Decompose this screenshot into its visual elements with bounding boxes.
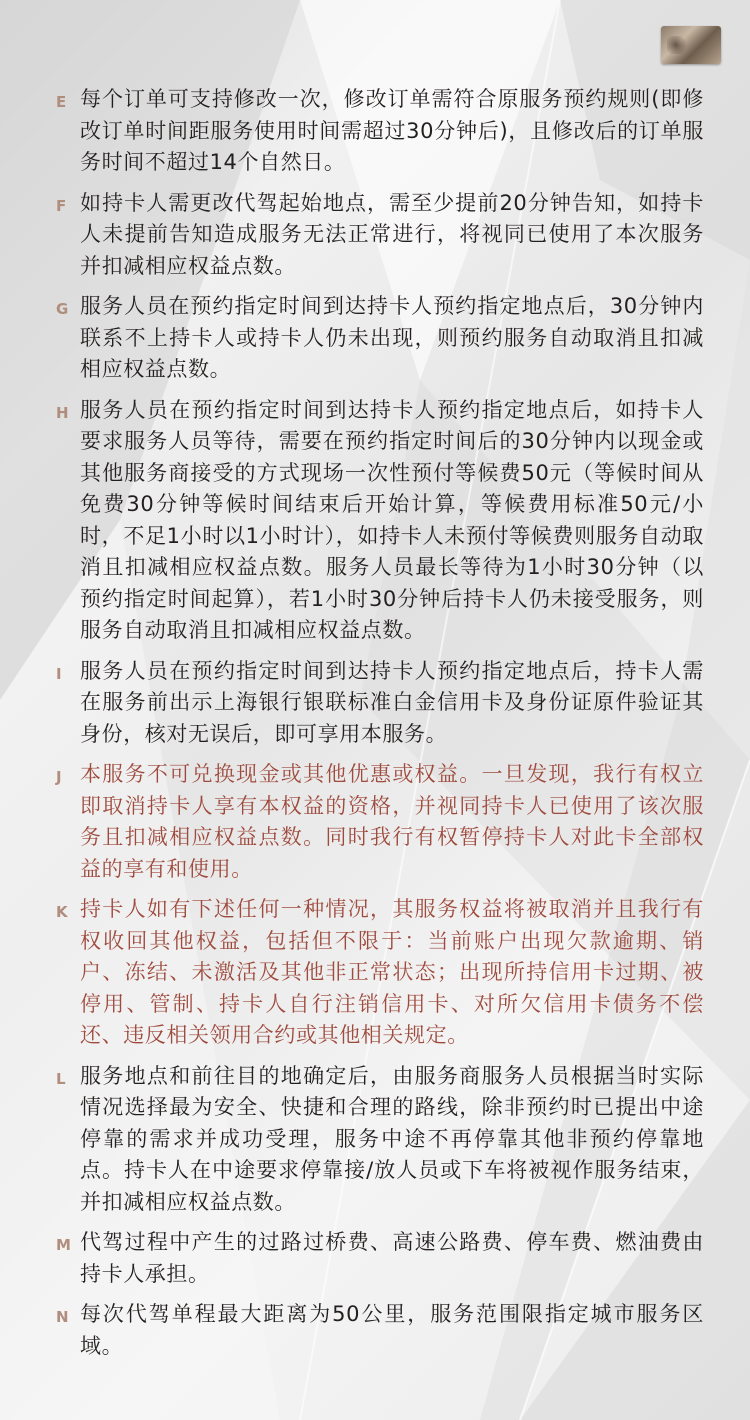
term-letter: L	[56, 1069, 66, 1088]
term-item-n	[56, 1299, 704, 1362]
term-item-j	[56, 759, 704, 885]
terms-list	[56, 84, 704, 1371]
term-item-l	[56, 1061, 704, 1219]
term-text: 代驾过程中产生的过路过桥费、高速公路费、停车费、燃油费由持卡人承担。	[80, 1230, 704, 1286]
term-letter: M	[56, 1236, 71, 1254]
term-item-f	[56, 188, 704, 283]
term-text-highlight: 本服务不可兑换现金或其他优惠或权益。一旦发现，我行有权立即取消持卡人享有本权益的资格，并视同持卡人已使用了该次服务且扣减相应权益点数。同时我行有权暂停持卡人对此卡全部权益的享有和使用。	[80, 762, 704, 881]
term-letter: I	[56, 664, 62, 683]
card-thumbnail-image	[661, 26, 721, 64]
term-item-k	[56, 894, 704, 1052]
term-item-h	[56, 395, 704, 647]
term-text: 如持卡人需更改代驾起始地点，需至少提前20分钟告知，如持卡人未提前告知造成服务无法正常进行，将视同已使用了本次服务并扣减相应权益点数。	[80, 190, 704, 278]
term-letter: K	[56, 903, 68, 921]
term-text: 服务人员在预约指定时间到达持卡人预约指定地点后，30分钟内联系不上持卡人或持卡人仍未出现，则预约服务自动取消且扣减相应权益点数。	[80, 294, 704, 381]
term-text: 服务人员在预约指定时间到达持卡人预约指定地点后，如持卡人要求服务人员等待，需要在预约指定时间后的30分钟内以现金或其他服务商接受的方式现场一次性预付等候费50元（等候时间从免费30分钟等候时间结束后开始计算，等候费用标准50元/小时，不足1小时以1小时计），如持卡人未预付等候费则服务自动取消且扣减相应权益点数。服务人员最长等待为1小时30分钟（以预约指定时间起算），若1小时30分钟后持卡人仍未接受服务，则服务自动取消且扣减相应权益点数。	[80, 397, 704, 642]
term-item-e	[56, 84, 704, 179]
term-letter: G	[56, 300, 69, 318]
term-letter: N	[56, 1308, 69, 1326]
term-item-i	[56, 656, 704, 751]
term-item-m	[56, 1227, 704, 1290]
term-letter: E	[56, 93, 67, 111]
term-text-highlight: 持卡人如有下述任何一种情况，其服务权益将被取消并且我行有权收回其他权益，包括但不限于：当前账户出现欠款逾期、销户、冻结、未激活及其他非正常状态；出现所持信用卡过期、被停用、管制、持卡人自行注销信用卡、对所欠信用卡债务不偿还、违反相关领用合约或其他相关规定。	[80, 897, 704, 1047]
term-letter: F	[56, 196, 67, 215]
term-item-g	[56, 291, 704, 386]
term-text: 每个订单可支持修改一次，修改订单需符合原服务预约规则(即修改订单时间距服务使用时间需超过30分钟后)，且修改后的订单服务时间不超过14个自然日。	[80, 87, 704, 174]
term-text: 每次代驾单程最大距离为50公里，服务范围限指定城市服务区域。	[80, 1302, 704, 1358]
term-letter: H	[56, 403, 69, 422]
term-text: 服务人员在预约指定时间到达持卡人预约指定地点后，持卡人需在服务前出示上海银行银联标准白金信用卡及身份证原件验证其身份，核对无误后，即可享用本服务。	[80, 658, 704, 746]
term-letter: J	[56, 768, 62, 786]
term-text: 服务地点和前往目的地确定后，由服务商服务人员根据当时实际情况选择最为安全、快捷和合理的路线，除非预约时已提出中途停靠的需求并成功受理，服务中途不再停靠其他非预约停靠地点。持卡人在中途要求停靠接/放人员或下车将被视作服务结束，并扣减相应权益点数。	[80, 1063, 704, 1214]
